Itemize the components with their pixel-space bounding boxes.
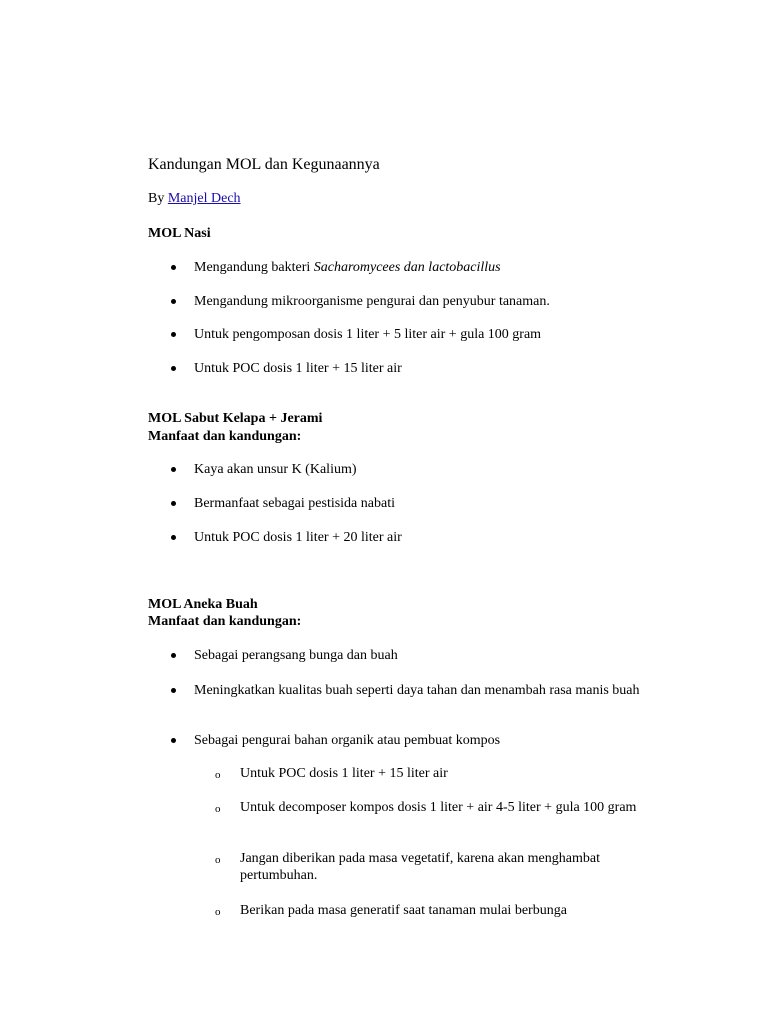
- list-item-text: Sebagai pengurai bahan organik atau pembuat kompos: [194, 733, 501, 748]
- byline-prefix: By: [148, 191, 168, 206]
- list-item-italic: Sacharomycees dan lactobacillus: [313, 260, 501, 275]
- bullet-icon: [171, 688, 176, 693]
- document-title: Kandungan MOL dan Kegunaannya: [148, 156, 380, 173]
- list-item-text: Meningkatkan kualitas buah seperti daya tahan dan menambah rasa manis buah: [194, 683, 640, 698]
- list-item-text: Untuk pengomposan dosis 1 liter + 5 liter air + gula 100 gram: [194, 327, 542, 342]
- sub-list-item-text: Untuk POC dosis 1 liter + 15 liter air: [240, 766, 448, 781]
- bullet-icon: [171, 501, 176, 506]
- byline: [148, 190, 241, 208]
- section-heading-sabut: MOL Sabut Kelapa + Jerami: [148, 411, 323, 426]
- sub-list-item-text: Berikan pada masa generatif saat tanaman mulai berbunga: [240, 903, 567, 918]
- circle-bullet-icon: o: [215, 906, 221, 918]
- bullet-icon: [171, 535, 176, 540]
- bullet-icon: [171, 265, 176, 270]
- circle-bullet-icon: o: [215, 854, 221, 866]
- circle-bullet-icon: o: [215, 769, 221, 781]
- section-subheading-sabut: Manfaat dan kandungan:: [148, 429, 302, 444]
- list-item-text: Mengandung bakteri: [194, 260, 314, 275]
- section-heading-buah: MOL Aneka Buah: [148, 597, 258, 612]
- bullet-icon: [171, 332, 176, 337]
- section-heading-nasi: MOL Nasi: [148, 226, 211, 241]
- list-item-text: Sebagai perangsang bunga dan buah: [194, 648, 398, 663]
- list-item-text: Mengandung mikroorganisme pengurai dan penyubur tanaman.: [194, 294, 550, 309]
- bullet-icon: [171, 366, 176, 371]
- bullet-icon: [171, 738, 176, 743]
- bullet-icon: [171, 299, 176, 304]
- bullet-icon: [171, 653, 176, 658]
- section-subheading-buah: Manfaat dan kandungan:: [148, 614, 302, 629]
- circle-bullet-icon: o: [215, 803, 221, 815]
- author-link[interactable]: Manjel Dech: [167, 191, 241, 206]
- list-item-text: Untuk POC dosis 1 liter + 15 liter air: [194, 361, 402, 376]
- list-item-text: Bermanfaat sebagai pestisida nabati: [194, 496, 395, 511]
- list-item-text: Untuk POC dosis 1 liter + 20 liter air: [194, 530, 402, 545]
- bullet-icon: [171, 467, 176, 472]
- list-item-text: Kaya akan unsur K (Kalium): [194, 462, 357, 477]
- sub-list-item-text: Untuk decomposer kompos dosis 1 liter + air 4-5 liter + gula 100 gram: [240, 800, 637, 815]
- sub-list-item-text: Jangan diberikan pada masa vegetatif, karena akan menghambat pertumbuhan.: [240, 851, 600, 883]
